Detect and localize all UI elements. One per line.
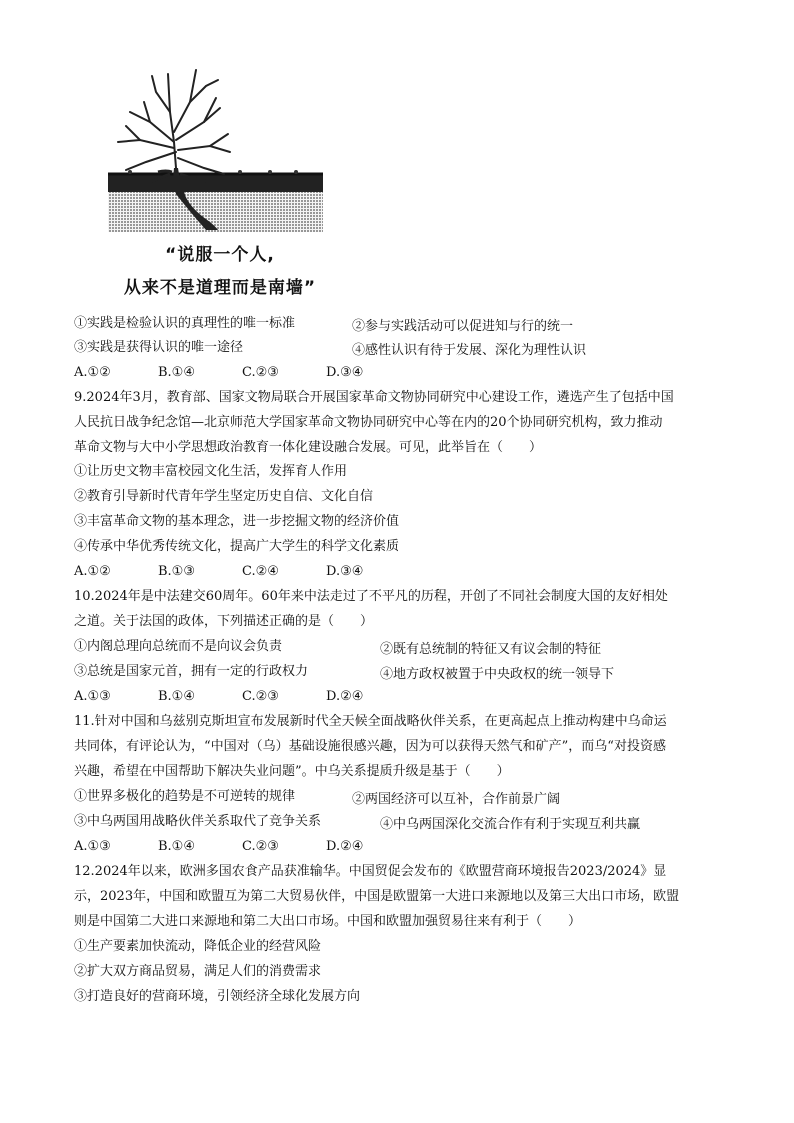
q11-choice-b[interactable]: B.①④ xyxy=(158,839,195,854)
q11-choice-a[interactable]: A.①③ xyxy=(74,839,111,854)
illustration-caption-line2: 从来不是道理而是南墙” xyxy=(123,278,317,298)
q12-option-1: ①生产要素加快流动，降低企业的经营风险 xyxy=(74,939,322,954)
q11-stem-line2: 共同体，有评论认为，“中国对（乌）基础设施很感兴趣，因为可以获得天然气和矿产”，而乌“对投资感 xyxy=(74,739,666,754)
q10-stem-line2: 之道。关于法国的政体，下列描述正确的是（ ） xyxy=(74,614,374,629)
q11-option-1: ①世界多极化的趋势是不可逆转的规律 xyxy=(74,789,296,804)
q11-choices xyxy=(74,838,410,856)
q8-choice-b[interactable]: B.①④ xyxy=(158,365,195,380)
q10-choices xyxy=(74,688,410,706)
q9-option-2: ②教育引导新时代青年学生坚定历史自信、文化自信 xyxy=(74,489,374,504)
q10-choice-d[interactable]: D.②④ xyxy=(326,689,364,704)
q8-choice-c[interactable]: C.②③ xyxy=(242,365,279,380)
q9-stem-line2: 人民抗日战争纪念馆—北京师范大学国家革命文物协同研究中心等在内的20个协同研究机构，致力推动 xyxy=(74,415,663,430)
q10-option-1: ①内阁总理向总统而不是向议会负责 xyxy=(74,639,283,654)
q10-option-2: ②既有总统制的特征又有议会制的特征 xyxy=(380,642,602,657)
q10-stem-line1: 10.2024年是中法建交60周年。60年来中法走过了不平凡的历程，开创了不同社会制度大国的友好相处 xyxy=(74,589,668,604)
q8-choices xyxy=(74,364,410,382)
q11-choice-c[interactable]: C.②③ xyxy=(242,839,279,854)
q11-option-4: ④中乌两国深化交流合作有利于实现互利共赢 xyxy=(380,817,641,832)
q9-choice-b[interactable]: B.①③ xyxy=(158,564,195,579)
q11-stem-line1: 11.针对中国和乌兹别克斯坦宣布发展新时代全天候全面战略伙伴关系，在更高起点上推动构建中乌命运 xyxy=(74,714,667,729)
q10-option-4: ④地方政权被置于中央政权的统一领导下 xyxy=(380,667,615,682)
q8-option-4: ④感性认识有待于发展、深化为理性认识 xyxy=(352,343,587,358)
q11-stem-line3: 兴趣，希望在中国帮助下解决失业问题”。中乌关系提质升级是基于（ ） xyxy=(74,764,510,779)
cartoon-tree-wall-illustration xyxy=(100,62,330,237)
q10-choice-c[interactable]: C.②③ xyxy=(242,689,279,704)
q8-option-3: ③实践是获得认识的唯一途径 xyxy=(74,340,244,355)
illustration-caption-line1: “说服一个人, xyxy=(165,245,275,265)
q9-option-1: ①让历史文物丰富校园文化生活，发挥育人作用 xyxy=(74,464,348,479)
q9-option-3: ③丰富革命文物的基本理念，进一步挖掘文物的经济价值 xyxy=(74,514,400,529)
q12-stem-line2: 示，2023年，中国和欧盟互为第二大贸易伙伴，中国是欧盟第一大进口来源地以及第三大出口市场，欧盟 xyxy=(74,889,680,904)
q10-choice-b[interactable]: B.①④ xyxy=(158,689,195,704)
q12-option-2: ②扩大双方商品贸易，满足人们的消费需求 xyxy=(74,964,322,979)
q10-option-3: ③总统是国家元首，拥有一定的行政权力 xyxy=(74,664,309,679)
q9-stem-line3: 革命文物与大中小学思想政治教育一体化建设融合发展。可见，此举旨在（ ） xyxy=(74,440,543,455)
q9-option-4: ④传承中华优秀传统文化，提高广大学生的科学文化素质 xyxy=(74,539,400,554)
q12-option-3: ③打造良好的营商环境，引领经济全球化发展方向 xyxy=(74,989,361,1004)
q8-option-1: ①实践是检验认识的真理性的唯一标准 xyxy=(74,316,296,331)
q12-stem-line1: 12.2024年以来，欧洲多国农食产品获准输华。中国贸促会发布的《欧盟营商环境报告2023/2024》显 xyxy=(74,864,667,879)
q11-choice-d[interactable]: D.②④ xyxy=(326,839,364,854)
q9-choices xyxy=(74,563,410,581)
q11-option-3: ③中乌两国用战略伙伴关系取代了竞争关系 xyxy=(74,814,322,829)
q8-choice-a[interactable]: A.①② xyxy=(74,365,111,380)
q12-stem-line3: 则是中国第二大进口来源地和第二大出口市场。中国和欧盟加强贸易往来有利于（ ） xyxy=(74,914,582,929)
q9-stem-line1: 9.2024年3月，教育部、国家文物局联合开展国家革命文物协同研究中心建设工作，遴选产生了包括中国 xyxy=(74,390,674,405)
q8-option-2: ②参与实践活动可以促进知与行的统一 xyxy=(352,319,574,334)
q9-choice-c[interactable]: C.②④ xyxy=(242,564,279,579)
q11-option-2: ②两国经济可以互补，合作前景广阔 xyxy=(352,792,561,807)
q9-choice-a[interactable]: A.①② xyxy=(74,564,111,579)
q8-choice-d[interactable]: D.③④ xyxy=(326,365,364,380)
q9-choice-d[interactable]: D.③④ xyxy=(326,564,364,579)
q10-choice-a[interactable]: A.①③ xyxy=(74,689,111,704)
